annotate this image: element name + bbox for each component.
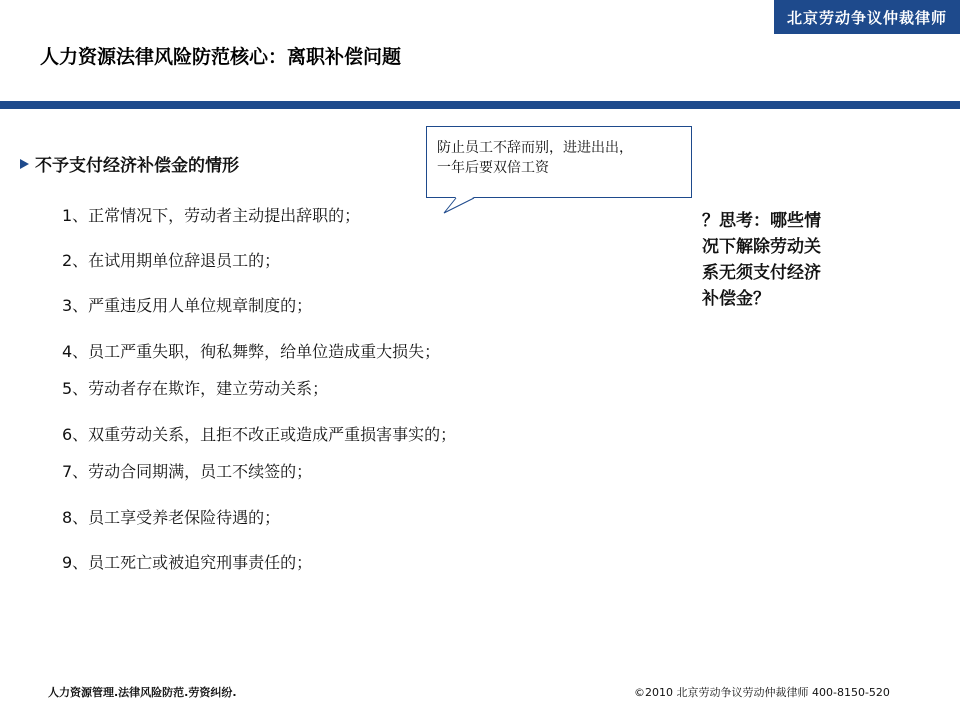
section-heading-label: 不予支付经济补偿金的情形 (35, 156, 239, 176)
footer-tagline: 人力资源管理.法律风险防范.劳资纠纷. (48, 686, 237, 699)
callout-line: 一年后要双倍工资 (437, 160, 549, 176)
list-item: 2、在试用期单位辞退员工的； (62, 251, 281, 270)
header-divider (0, 101, 960, 109)
page-title: 人力资源法律风险防范核心：离职补偿问题 (40, 46, 402, 68)
callout-line: 防止员工不辞而别，进进出出， (437, 140, 633, 156)
section-heading (20, 151, 239, 176)
list-item: 1、正常情况下，劳动者主动提出辞职的； (62, 206, 361, 225)
list-item: 5、劳动者存在欺诈，建立劳动关系； (62, 379, 329, 398)
footer-copyright: ©2010 北京劳动争议劳动仲裁律师 400-8150-520 (634, 686, 890, 699)
list-item: 4、员工严重失职，徇私舞弊，给单位造成重大损失； (62, 342, 441, 361)
think-question (702, 208, 867, 312)
brand-text: 北京劳动争议仲裁律师 (786, 8, 947, 27)
think-line: 系无须支付经济 (702, 263, 821, 283)
list-item: 3、严重违反用人单位规章制度的； (62, 296, 313, 315)
think-line: ？思考：哪些情 (702, 211, 821, 231)
think-line: 补偿金？ (702, 289, 770, 309)
callout-pointer (440, 197, 480, 217)
triangle-bullet-icon (20, 159, 29, 169)
list-item: 9、员工死亡或被追究刑事责任的； (62, 553, 313, 572)
list-item: 8、员工享受养老保险待遇的； (62, 508, 281, 527)
think-line: 况下解除劳动关 (702, 237, 821, 257)
callout-box (426, 126, 692, 198)
brand-banner (774, 0, 960, 34)
list-item: 7、劳动合同期满，员工不续签的； (62, 462, 313, 481)
list-item: 6、双重劳动关系，且拒不改正或造成严重损害事实的； (62, 425, 457, 444)
